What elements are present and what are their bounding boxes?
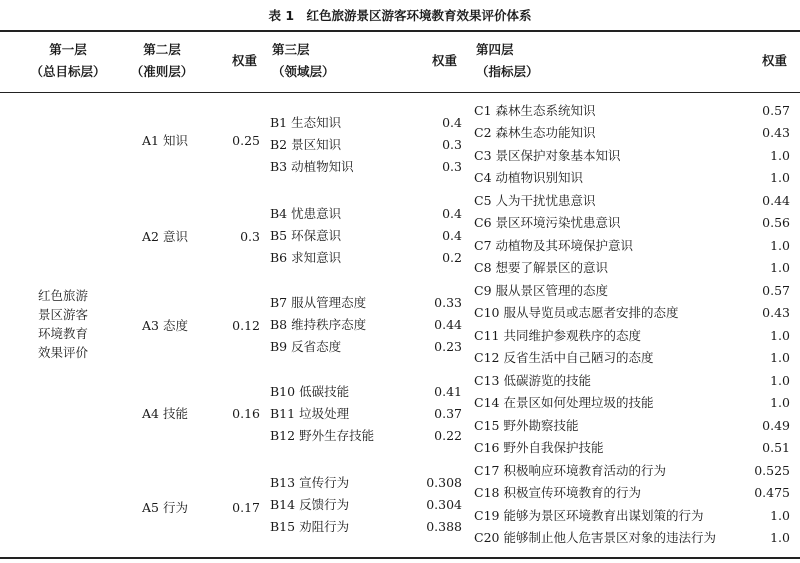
domain-label: B1 生态知识 [270, 115, 342, 130]
indicator-weight: 1.0 [770, 350, 790, 365]
indicator-label: C5 人为干扰忧患意识 [474, 193, 596, 208]
header-level2-title: 第二层 [143, 42, 181, 57]
criteria-label: A2 意识 [142, 229, 188, 244]
indicator-label: C14 在景区如何处理垃圾的技能 [474, 395, 654, 410]
domain-label: B7 服从管理态度 [270, 295, 367, 310]
criteria-weight: 0.17 [232, 500, 260, 515]
indicator-weight: 0.57 [762, 283, 790, 298]
header-level3-sub: （领域层） [272, 64, 335, 79]
indicator-weight: 1.0 [770, 170, 790, 185]
header-level1 [8, 39, 128, 83]
indicator-label: C8 想要了解景区的意识 [474, 260, 608, 275]
domain-weight: 0.33 [434, 295, 462, 310]
header-level4 [476, 39, 539, 83]
domain-label: B12 野外生存技能 [270, 428, 375, 443]
indicator-weight: 1.0 [770, 148, 790, 163]
domain-weight: 0.4 [442, 115, 462, 130]
domain-label: B2 景区知识 [270, 137, 342, 152]
indicator-label: C1 森林生态系统知识 [474, 103, 596, 118]
indicator-weight: 0.56 [762, 215, 790, 230]
indicator-label: C20 能够制止他人危害景区对象的违法行为 [474, 530, 716, 545]
domain-weight: 0.4 [442, 228, 462, 243]
indicator-weight: 1.0 [770, 530, 790, 545]
domain-label: B14 反馈行为 [270, 497, 350, 512]
goal-line: 景区游客 [38, 307, 89, 322]
criteria-weight: 0.25 [232, 133, 260, 148]
indicator-label: C18 积极宣传环境教育的行为 [474, 485, 641, 500]
domain-label: B8 维持秩序态度 [270, 317, 367, 332]
header-level4-title: 第四层 [476, 42, 514, 57]
domain-label: B4 忧患意识 [270, 206, 342, 221]
domain-weight: 0.23 [434, 339, 462, 354]
indicator-weight: 0.43 [762, 305, 790, 320]
header-level3-title: 第三层 [272, 42, 310, 57]
domain-weight: 0.22 [434, 428, 462, 443]
indicator-weight: 0.44 [762, 193, 790, 208]
criteria-weight: 0.3 [240, 229, 260, 244]
indicator-label: C12 反省生活中自己陋习的态度 [474, 350, 654, 365]
header-weight4: 权重 [762, 53, 788, 68]
domain-weight: 0.2 [442, 250, 462, 265]
domain-weight: 0.37 [434, 406, 462, 421]
goal-line: 效果评价 [38, 345, 89, 360]
indicator-weight: 0.475 [754, 485, 790, 500]
header-level1-title: 第一层 [49, 42, 87, 57]
indicator-label: C10 服从导览员或志愿者安排的态度 [474, 305, 679, 320]
goal-line: 环境教育 [38, 326, 89, 341]
goal-cell [38, 286, 88, 362]
header-level2-sub: （准则层） [130, 64, 194, 79]
domain-label: B11 垃圾处理 [270, 406, 350, 421]
indicator-label: C17 积极响应环境教育活动的行为 [474, 463, 666, 478]
domain-label: B6 求知意识 [270, 250, 342, 265]
indicator-weight: 1.0 [770, 260, 790, 275]
domain-label: B5 环保意识 [270, 228, 342, 243]
indicator-label: C9 服从景区管理的态度 [474, 283, 608, 298]
header-level3 [272, 39, 335, 83]
domain-weight: 0.308 [426, 475, 462, 490]
indicator-weight: 0.43 [762, 125, 790, 140]
indicator-label: C13 低碳游览的技能 [474, 373, 591, 388]
indicator-weight: 1.0 [770, 238, 790, 253]
domain-label: B9 反省态度 [270, 339, 342, 354]
domain-label: B10 低碳技能 [270, 384, 350, 399]
header-level2 [112, 39, 212, 83]
domain-label: B15 劝阻行为 [270, 519, 350, 534]
indicator-label: C19 能够为景区环境教育出谋划策的行为 [474, 508, 704, 523]
header-rule [0, 92, 800, 93]
domain-weight: 0.41 [434, 384, 462, 399]
indicator-weight: 1.0 [770, 328, 790, 343]
domain-weight: 0.4 [442, 206, 462, 221]
table-caption: 表 1 红色旅游景区游客环境教育效果评价体系 [268, 8, 532, 23]
indicator-weight: 1.0 [770, 395, 790, 410]
top-rule [0, 30, 800, 32]
indicator-weight: 0.49 [762, 418, 790, 433]
criteria-weight: 0.12 [232, 318, 260, 333]
goal-line: 红色旅游 [38, 288, 89, 303]
criteria-label: A3 态度 [142, 318, 188, 333]
indicator-label: C6 景区环境污染忧患意识 [474, 215, 621, 230]
header-level1-sub: （总目标层） [30, 64, 106, 79]
domain-label: B3 动植物知识 [270, 159, 354, 174]
domain-weight: 0.388 [426, 519, 462, 534]
header-weight3: 权重 [432, 53, 458, 68]
indicator-label: C2 森林生态功能知识 [474, 125, 596, 140]
indicator-label: C4 动植物识别知识 [474, 170, 583, 185]
indicator-weight: 0.51 [762, 440, 790, 455]
header-level4-sub: （指标层） [476, 64, 539, 79]
indicator-label: C7 动植物及其环境保护意识 [474, 238, 633, 253]
indicator-label: C3 景区保护对象基本知识 [474, 148, 621, 163]
criteria-label: A4 技能 [142, 406, 188, 421]
indicator-label: C15 野外勘察技能 [474, 418, 579, 433]
criteria-label: A1 知识 [142, 133, 188, 148]
header-weight2: 权重 [232, 53, 258, 68]
domain-weight: 0.44 [434, 317, 462, 332]
criteria-weight: 0.16 [232, 406, 260, 421]
indicator-weight: 0.57 [762, 103, 790, 118]
indicator-label: C16 野外自我保护技能 [474, 440, 604, 455]
indicator-weight: 0.525 [754, 463, 790, 478]
domain-weight: 0.304 [426, 497, 462, 512]
indicator-weight: 1.0 [770, 373, 790, 388]
domain-weight: 0.3 [442, 159, 462, 174]
indicator-label: C11 共同维护参观秩序的态度 [474, 328, 641, 343]
domain-weight: 0.3 [442, 137, 462, 152]
indicator-weight: 1.0 [770, 508, 790, 523]
domain-label: B13 宣传行为 [270, 475, 350, 490]
bottom-rule [0, 557, 800, 559]
criteria-label: A5 行为 [142, 500, 188, 515]
